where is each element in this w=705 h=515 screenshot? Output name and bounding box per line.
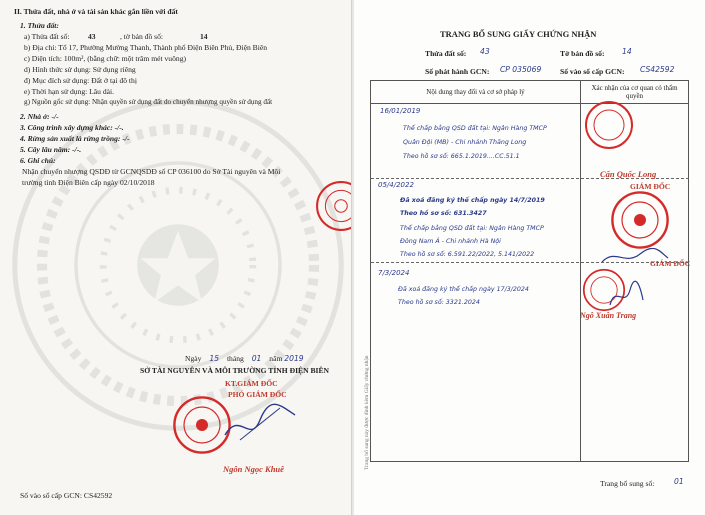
entry2-date: 05/4/2022 [378,181,414,189]
section-title: II. Thửa đất, nhà ở và tài sản khác gắn liền với đất [14,7,178,16]
parcel-no: 43 [88,32,96,41]
use-purpose: đ) Mục đích sử dụng: Đất ở tại đô thị [24,76,137,85]
notes-line-2: trường tỉnh Điện Biên cấp ngày 02/10/2018 [22,178,155,187]
address: b) Địa chỉ: Tổ 17, Phường Mường Thanh, Thành phố Điện Biên Phủ, Điện Biên [24,43,268,52]
signer-name: Ngôn Ngọc Khuê [223,464,284,474]
authority: SỞ TÀI NGUYÊN VÀ MÔI TRƯỜNG TỈNH ĐIỆN BIÊN [140,366,330,375]
map-label-right: Tờ bản đồ số: [560,49,605,58]
house: 2. Nhà ở: -/- [20,112,59,121]
kt-director: KT.GIÁM ĐỐC [225,379,278,388]
signature-icon [605,280,645,310]
forest: 4. Rừng sản xuất là rừng trồng: -/- [20,134,130,143]
date-prefix: Ngày [185,354,202,363]
entry1-line2: Quân Đội (MB) - Chi nhánh Thăng Long [403,139,527,146]
sig3-name: Ngô Xuân Trang [580,311,637,320]
notes-line-1: Nhận chuyển nhượng QSDĐ từ GCNQSDĐ số CP 036100 do Sở Tài nguyên và Môi [22,167,281,176]
date-year-label: năm [269,354,283,363]
col-header-content: Nội dung thay đổi và cơ sở pháp lý [371,81,581,104]
sig1-title: GIÁM ĐỐC [630,182,671,191]
entry1-line3: Theo hồ sơ số: 665.1.2019....CC.51.1 [403,153,520,160]
left-entry-number: Số vào sổ cấp GCN: CS42592 [20,491,113,500]
entry3-line2: Theo hồ sơ số: 3321.2024 [398,299,480,306]
entry2-line2: Theo hồ sơ số: 631.3427 [400,210,487,217]
parcel-label: a) Thửa đất số: [24,32,70,41]
sig1-name: Cấn Quốc Long [600,169,657,179]
construction: 3. Công trình xây dựng khác: -/-. [20,123,124,132]
use-term: e) Thời hạn sử dụng: Lâu dài. [24,87,115,96]
use-form: d) Hình thức sử dụng: Sử dụng riêng [24,65,136,74]
col-header-confirm: Xác nhận của cơ quan có thẩm quyền [581,81,689,104]
perennial: 5. Cây lâu năm: -/-. [20,145,82,154]
annotation-table [370,80,689,462]
issue-date [185,355,304,363]
date-year: 2019 [284,354,304,363]
supplement-title: TRANG BỔ SUNG GIẤY CHỨNG NHẬN [440,29,597,39]
signature-icon [220,400,300,450]
entry2-line1: Đã xoá đăng ký thế chấp ngày 14/7/2019 [400,197,545,204]
entry-no-right: CS42592 [640,65,675,74]
use-origin: g) Nguồn gốc sử dụng: Nhận quyền sử dụng đất do chuyển nhượng quyền sử dụng đất [24,98,273,106]
left-page [0,0,352,515]
deputy-director: PHÓ GIÁM ĐỐC [228,390,287,399]
map-label: , tờ bản đồ số: [120,32,164,41]
entry-label-right: Số vào sổ cấp GCN: [560,67,625,76]
side-note: Trang bổ sung này được đính kèm Giấy chứng nhận [364,355,370,470]
entry2-line5: Theo hồ sơ số: 6.591.22/2022, 5.141/2022 [400,251,535,258]
notes-heading: 6. Ghi chú: [20,156,56,165]
page-label: Trang bổ sung số: [600,479,655,488]
area: c) Diện tích: 100m², (bằng chữ: một trăm mét vuông) [24,54,187,63]
official-seal-icon [315,180,352,232]
branch-seal-icon [584,100,634,150]
parcel-label-right: Thửa đất số: [425,49,467,58]
date-day: 15 [209,354,220,363]
registry-seal-icon [610,190,670,250]
date-month: 01 [251,354,262,363]
entry1-line1: Thế chấp bằng QSD đất tại: Ngân Hàng TMCP [403,125,547,132]
issue-no: CP 035069 [500,65,542,74]
issue-label: Số phát hành GCN: [425,67,490,76]
land-heading: 1. Thửa đất: [20,21,59,30]
entry2-line4: Đông Nam Á - Chi nhánh Hà Nội [400,238,501,245]
map-no-right: 14 [622,47,632,56]
date-month-label: tháng [226,354,244,363]
page-no: 01 [674,477,684,486]
sig2-title: GIÁM ĐỐC [650,259,691,268]
entry2-line3: Thế chấp bằng QSD đất tại: Ngân Hàng TMCP [400,225,544,232]
entry3-date: 7/3/2024 [378,269,410,277]
parcel-no-right: 43 [480,47,490,56]
entry3-line1: Đã xoá đăng ký thế chấp ngày 17/3/2024 [398,286,529,293]
entry1-date: 16/01/2019 [380,107,421,115]
map-no: 14 [200,32,208,41]
